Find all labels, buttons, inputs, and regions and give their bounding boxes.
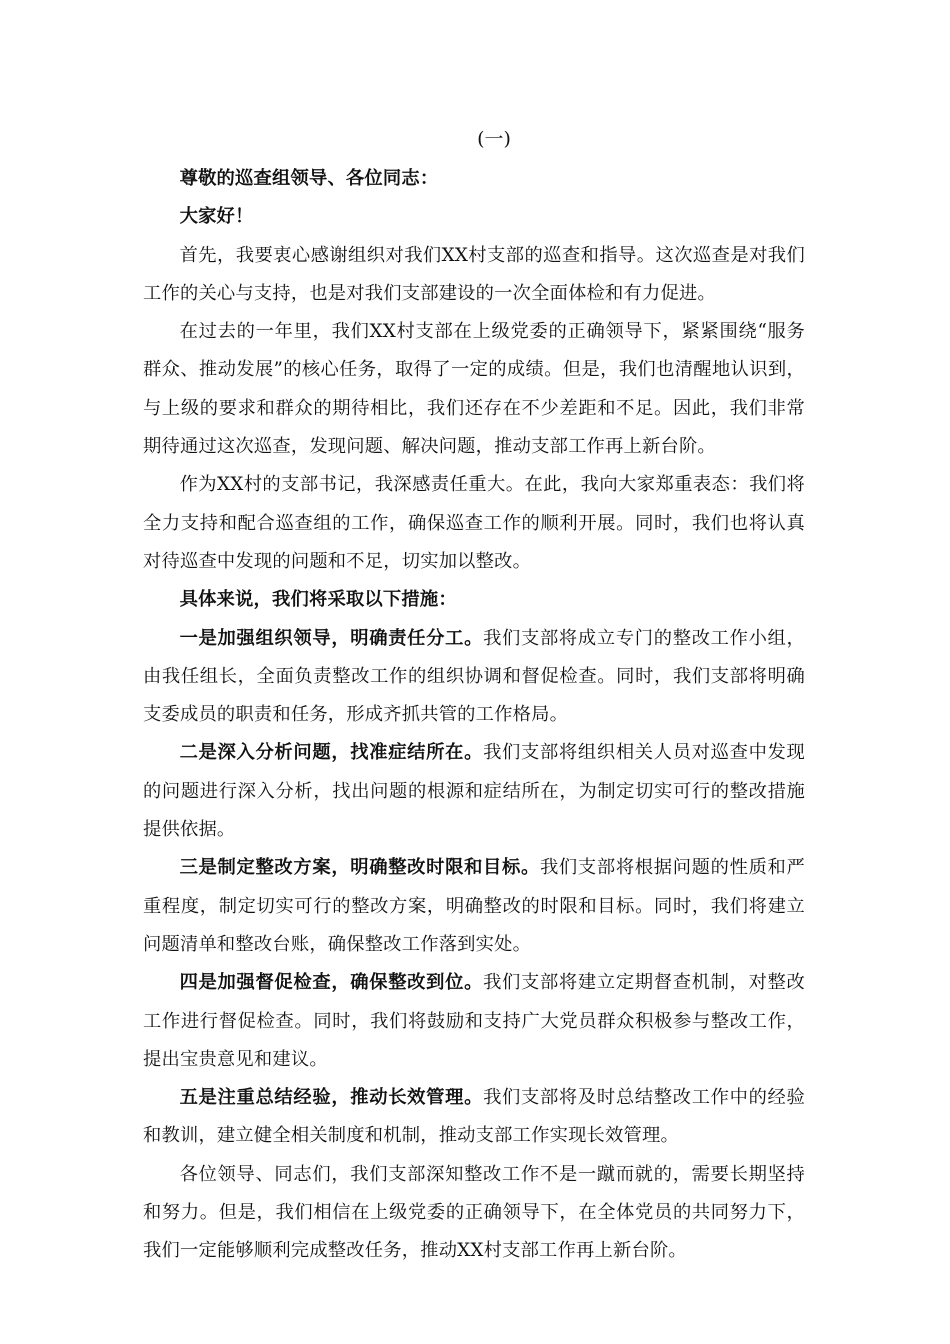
measure-lead: 四是加强督促检查，确保整改到位。: [179, 972, 484, 994]
measure-body: 我们支部将建立定期督查机制，对整改工作进行督促检查。同时，我们将鼓励和支持广大党员群众积极参与整改工作，提出宝贵意见和建议。: [143, 972, 806, 1070]
paragraph-intro: 首先，我要衷心感谢组织对我们XX村支部的巡查和指导。这次巡查是对我们工作的关心与支持，也是对我们支部建设的一次全面体检和有力促进。: [143, 244, 805, 304]
measure-item: [143, 964, 805, 1079]
section-title: (一): [477, 128, 511, 150]
measure-item: [143, 734, 805, 849]
paragraph-review: 在过去的一年里，我们XX村支部在上级党委的正确领导下，紧紧围绕“服务群众、推动发展”的核心任务，取得了一定的成绩。但是，我们也清醒地认识到，与上级的要求和群众的期待相比，我们还存在不少差距和不足。因此，我们非常期待通过这次巡查，发现问题、解决问题，推动支部工作再上新台阶。: [143, 321, 805, 458]
greeting: 大家好！: [179, 206, 254, 228]
measure-body: 我们支部将组织相关人员对巡查中发现的问题进行深入分析，找出问题的根源和症结所在，为制定切实可行的整改措施提供依据。: [143, 742, 806, 841]
document-page: [143, 124, 805, 1271]
measure-item: [143, 849, 805, 964]
paragraph-commitment: 作为XX村的支部书记，我深感责任重大。在此，我向大家郑重表态：我们将全力支持和配合巡查组的工作，确保巡查工作的顺利开展。同时，我们也将认真对待巡查中发现的问题和不足，切实加以整改。: [143, 474, 805, 572]
salutation: 尊敬的巡查组领导、各位同志：: [179, 168, 439, 189]
measure-lead: 一是加强组织领导，明确责任分工。: [179, 627, 484, 649]
paragraph-closing: 各位领导、同志们，我们支部深知整改工作不是一蹴而就的，需要长期坚持和努力。但是，我们相信在上级党委的正确领导下，在全体党员的共同努力下，我们一定能够顺利完成整改任务，推动XX村支部工作再上新台阶。: [143, 1163, 805, 1262]
measure-body: 我们支部将及时总结整改工作中的经验和教训，建立健全相关制度和机制，推动支部工作实现长效管理。: [143, 1087, 806, 1147]
measure-item: [143, 620, 805, 735]
measure-item: [143, 1079, 805, 1156]
measure-lead: 二是深入分析问题，找准症结所在。: [179, 742, 484, 764]
measure-body: 我们支部将成立专门的整改工作小组，由我任组长，全面负责整改工作的组织协调和督促检查。同时，我们支部将明确支委成员的职责和任务，形成齐抓共管的工作格局。: [143, 627, 806, 726]
measure-body: 我们支部将根据问题的性质和严重程度，制定切实可行的整改方案，明确整改的时限和目标。同时，我们将建立问题清单和整改台账，确保整改工作落到实处。: [143, 857, 805, 955]
measure-lead: 五是注重总结经验，推动长效管理。: [179, 1087, 484, 1109]
measures-intro: 具体来说，我们将采取以下措施：: [179, 589, 457, 611]
measure-lead: 三是制定整改方案，明确整改时限和目标。: [179, 857, 540, 879]
